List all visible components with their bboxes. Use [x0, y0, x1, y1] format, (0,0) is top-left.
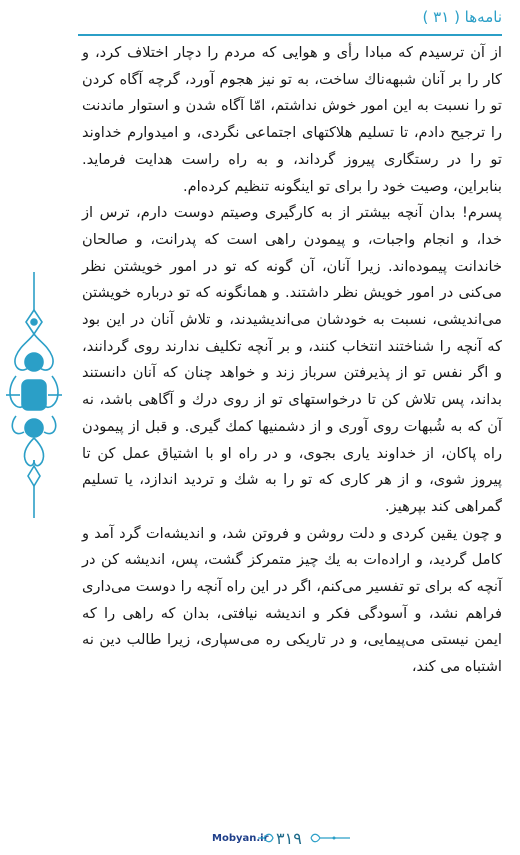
watermark-text: Mobyan.ir — [212, 833, 269, 844]
header-divider — [78, 34, 502, 36]
page-header-title: نامه‌ها ( ۳۱ ) — [422, 8, 502, 26]
arabesque-margin-ornament-icon — [6, 270, 62, 520]
body-paragraph: از آن ترسیدم که مبادا رأی و هوایی که مردم را دچار اختلاف کرد، و کار را بر آنان شبهه‌ناك ساخت، به تو نیز هجوم آورد، گرچه آگاه کردن تو را نسبت به این امور خوش نداشتم، امّا آگاه شدن و استوار ماندنت را ترجیح دادم، تا تسلیم هلاکتهای اجتماعی نگردی، و امیدوارم خداوند تو را در رستگاری پیروز گرداند، و به راه راست هدایت فرماید. بنابراین، وصیت خود را برای تو اینگونه تنظیم کرده‌ام. — [82, 44, 502, 195]
page-body-text — [82, 40, 502, 681]
page-number: ۳۱۹ — [276, 829, 302, 848]
body-paragraph: و چون یقین کردی و دلت روشن و فروتن شد، و اندیشه‌ات گرد آمد و کامل گردید، و اراده‌ات به یك چیز متمرکز گشت، پس، اندیشه کن در آنچه که برای تو تفسیر می‌کنم، اگر در این راه آنچه را دوست می‌داری فراهم نشد، و آسودگی فکر و اندیشه نیافتی، بدان که راهی را که ایمن نیستی می‌پیمایی، و در تاریکی ره می‌سپاری، زیرا طالب دین نه اشتباه می کند، — [82, 524, 502, 676]
left-flourish-icon — [258, 831, 274, 845]
page-footer — [0, 827, 520, 851]
body-paragraph: پسرم! بدان آنچه بیشتر از به کارگیری وصیتم دوست دارم، ترس از خدا، و انجام واجبات، و پیمودن راهی است که پدرانت، و صالحان خاندانت پیموده‌اند. زیرا آنان، آن گونه که تو در امور خویشتن نظر می‌کنی در امور خویش نظر داشتند. و همانگونه که تو درباره خویشتن می‌اندیشی، نسبت به خودشان می‌اندیشیدند، و تلاش آنان در این بود که آنچه را شناختند انتخاب کنند، و بر آنچه تکلیف ندارند روی گردانند، و اگر نفس تو از پذیرفتن سرباز زند و خواهد چنان که آنان دانستند بداند، پس تلاش کن تا درخواستهای تو از روی درك و آگاهی باشد، نه آن که به شُبهات روی آوری و از دشمنیها کمك گیری. و قبل از پیمودن راه پاکان، از خداوند یاری بجوی، و در راه او با اشتیاق عمل کن تا پیروز شوی، و از هر کاری که تو را به شك و تردید اندازد، یا تسلیم گمراهی کند بپرهیز. — [82, 204, 502, 515]
right-flourish-icon — [310, 831, 350, 845]
running-header — [423, 8, 502, 26]
